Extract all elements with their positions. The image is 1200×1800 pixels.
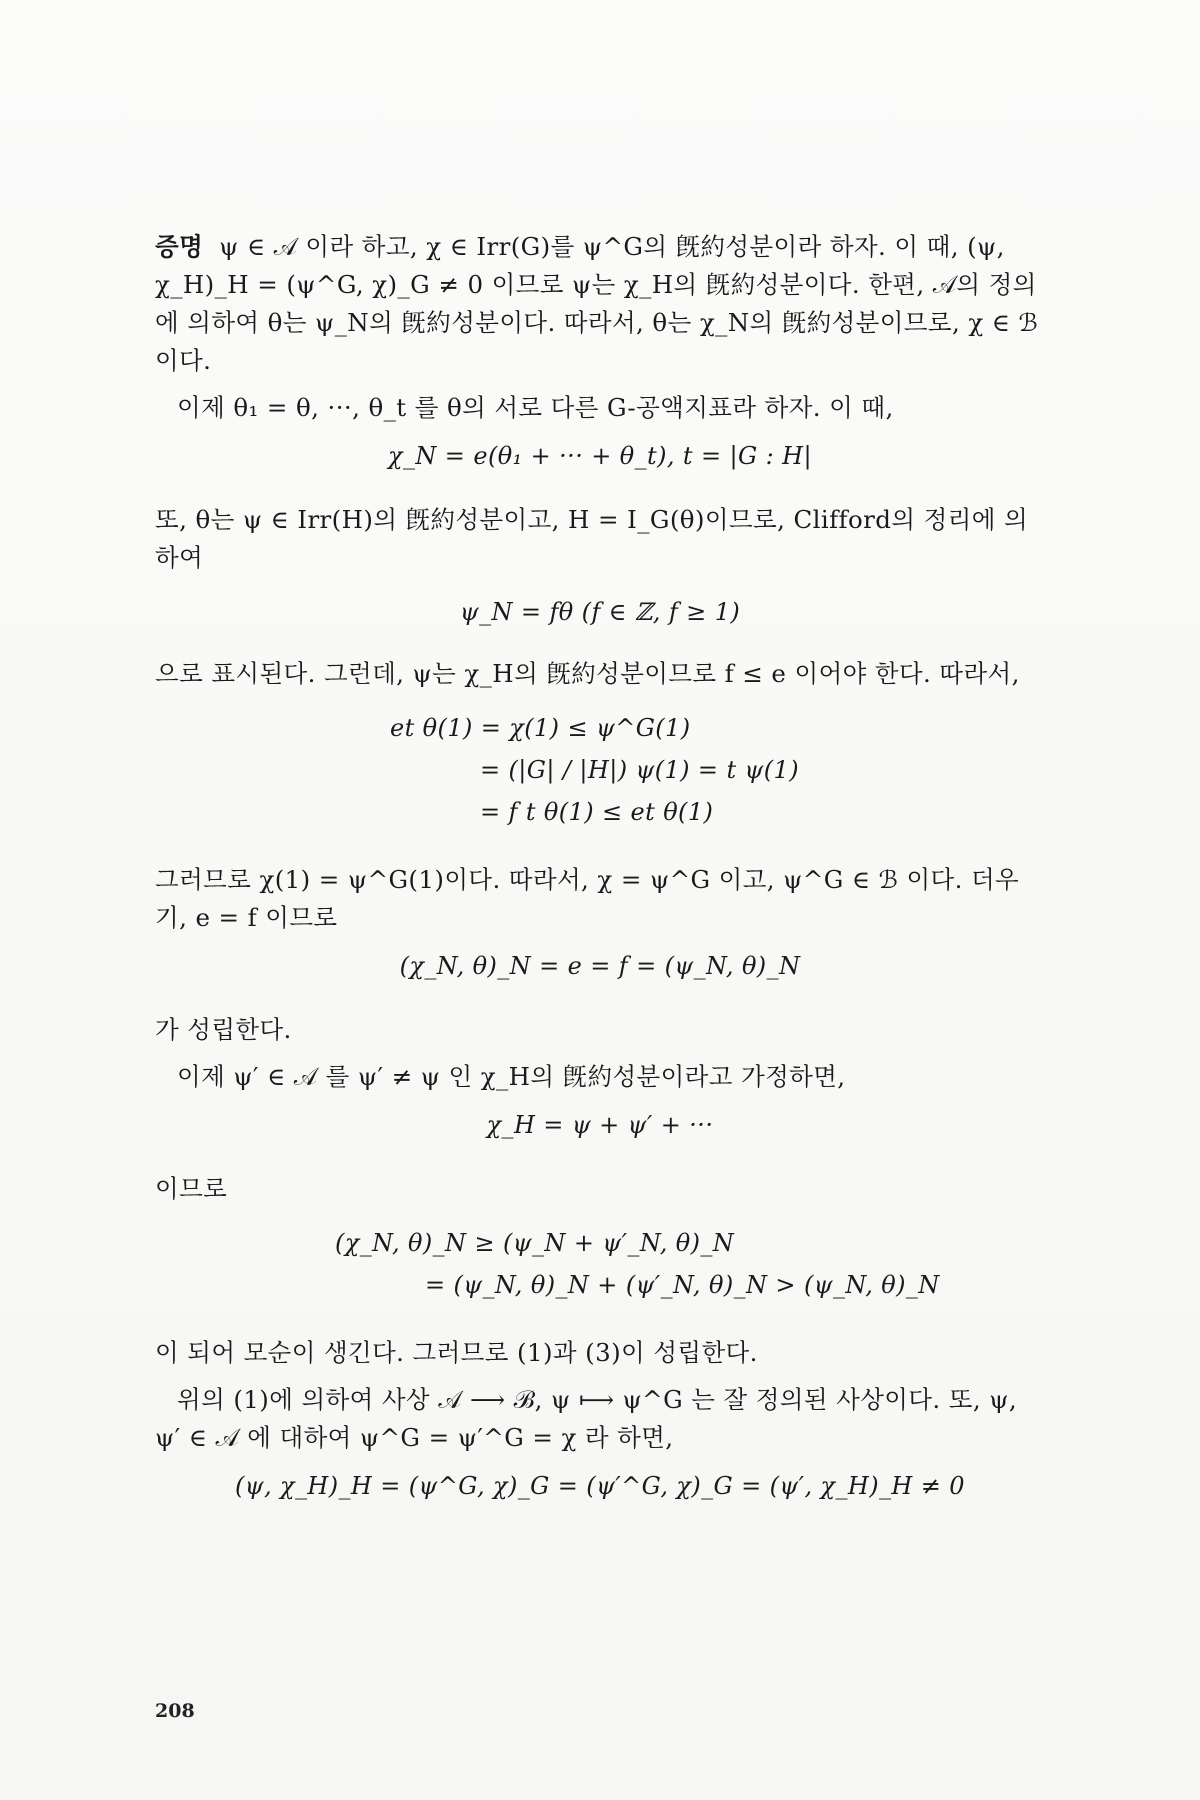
equation-degree-chain — [155, 707, 1045, 833]
equation-line: = (ψ_N, θ)_N + (ψ′_N, θ)_N > (ψ_N, θ)_N — [425, 1271, 940, 1299]
page-number: 208 — [155, 1700, 195, 1722]
paragraph-clifford: 또, θ는 ψ ∈ Irr(H)의 旣約성분이고, H = I_G(θ)이므로, Clifford의 정리에 의하여 — [155, 505, 1029, 572]
equation-line: (χ_N, θ)_N ≥ (ψ_N + ψ′_N, θ)_N — [335, 1229, 735, 1257]
equation-psi-n: ψ_N = fθ (f ∈ ℤ, f ≥ 1) — [459, 598, 741, 626]
paragraph-holds: 가 성립한다. — [155, 1015, 292, 1044]
proof-text-1: ψ ∈ 𝒜 이라 하고, χ ∈ Irr(G)를 ψ^G의 旣約성분이라 하자. 이 때, (ψ, χ_H)_H = (ψ^G, χ)_G ≠ 0 이므로 ψ는 χ_H의 旣約성분이다. 한편, 𝒜의 정의에 의하여 θ는 ψ_N의 旣約성분이다. 따라서, θ는 χ_N의 旣約성분이므로, χ ∈ ℬ 이다. — [155, 232, 1039, 375]
paragraph-contradiction: 이 되어 모순이 생긴다. 그러므로 (1)과 (3)이 성립한다. — [155, 1338, 758, 1367]
paragraph-chi-equals-psi-g: 그러므로 χ(1) = ψ^G(1)이다. 따라서, χ = ψ^G 이고, ψ^G ∈ ℬ 이다. 더우기, e = f 이므로 — [155, 865, 1020, 932]
paragraph-f-le-e: 으로 표시된다. 그런데, ψ는 χ_H의 旣約성분이므로 f ≤ e 이어야 한다. 따라서, — [155, 659, 1020, 688]
equation-injectivity: (ψ, χ_H)_H = (ψ^G, χ)_G = (ψ′^G, χ)_G = (ψ′, χ_H)_H ≠ 0 — [235, 1472, 965, 1500]
paragraph-conjugate-characters: 이제 θ₁ = θ, ···, θ_t 를 θ의 서로 다른 G-공액지표라 하자. 이 때, — [177, 393, 894, 422]
equation-chi-h-decomposition: χ_H = ψ + ψ′ + ··· — [486, 1111, 714, 1139]
proof-label: 증명 — [155, 232, 204, 261]
equation-contradiction — [155, 1222, 1045, 1306]
paragraph-therefore: 이므로 — [155, 1174, 228, 1203]
page-body — [155, 228, 1045, 1531]
equation-chi-n: χ_N = e(θ₁ + ··· + θ_t), t = |G : H| — [388, 442, 812, 470]
paragraph-well-defined-map: 위의 (1)에 의하여 사상 𝒜 ⟶ ℬ, ψ ⟼ ψ^G 는 잘 정의된 사상이다. 또, ψ, ψ′ ∈ 𝒜 에 대하여 ψ^G = ψ′^G = χ 라 하면, — [155, 1385, 1018, 1452]
proof-paragraph-1 — [155, 228, 1045, 380]
equation-line: et θ(1) = χ(1) ≤ ψ^G(1) — [390, 714, 691, 742]
paragraph-assume-psi-prime: 이제 ψ′ ∈ 𝒜 를 ψ′ ≠ ψ 인 χ_H의 旣約성분이라고 가정하면, — [177, 1062, 846, 1091]
equation-line: = (|G| / |H|) ψ(1) = t ψ(1) — [480, 756, 799, 784]
equation-line: = f t θ(1) ≤ et θ(1) — [480, 798, 714, 826]
equation-multiplicity: (χ_N, θ)_N = e = f = (ψ_N, θ)_N — [399, 952, 801, 980]
